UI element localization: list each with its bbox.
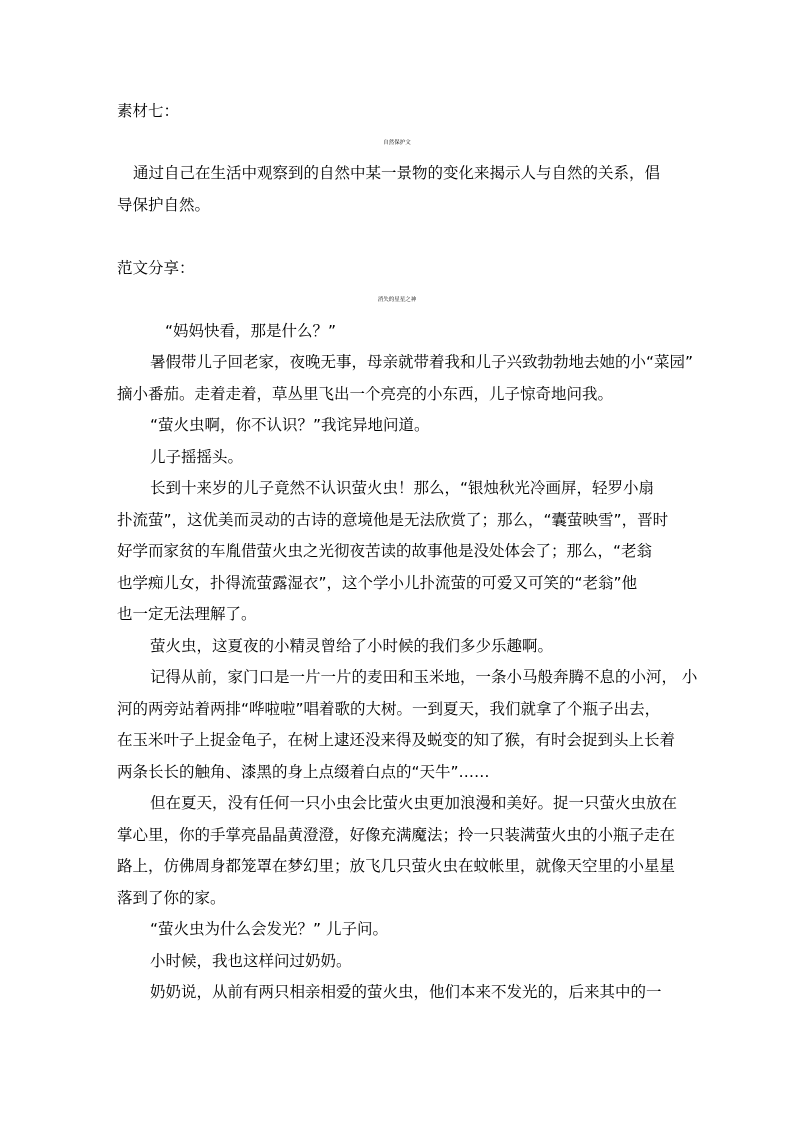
essay-line: 扑流萤”，这优美而灵动的古诗的意境他是无法欣赏了；那么，“囊萤映雪”，晋时 bbox=[117, 511, 669, 529]
essay-line: 落到了你的家。 bbox=[117, 889, 226, 907]
essay-line: 萤火虫，这夏夜的小精灵曾给了小时候的我们多少乐趣啊。 bbox=[150, 637, 554, 655]
material-title: 自然保护文 bbox=[383, 140, 411, 146]
essay-line: 儿子摇摇头。 bbox=[150, 448, 244, 466]
essay-line: 但在夏天，没有任何一只小虫会比萤火虫更加浪漫和美好。捉一只萤火虫放在 bbox=[150, 794, 678, 812]
essay-line: 摘小番茄。走着走着，草丛里飞出一个亮亮的小东西，儿子惊奇地问我。 bbox=[117, 385, 614, 403]
material-paragraph-line: 通过自己在生活中观察到的自然中某一景物的变化来揭示人与自然的关系，倡 bbox=[133, 164, 661, 182]
essay-line: 也一定无法理解了。 bbox=[117, 605, 257, 623]
essay-line: 奶奶说，从前有两只相亲相爱的萤火虫，他们本来不发光的，后来其中的一 bbox=[150, 983, 662, 1001]
essay-line: 记得从前，家门口是一片一片的麦田和玉米地，一条小马般奔腾不息的小河， 小 bbox=[150, 668, 698, 686]
essay-line: 长到十来岁的儿子竟然不认识萤火虫！那么，“银烛秋光冷画屏，轻罗小扇 bbox=[150, 479, 655, 497]
essay-line: 掌心里，你的手掌亮晶晶黄澄澄，好像充满魔法；拎一只装满萤火虫的小瓶子走在 bbox=[117, 826, 676, 844]
essay-line: 暑假带儿子回老家，夜晚无事，母亲就带着我和儿子兴致勃勃地去她的小“菜园” bbox=[150, 353, 694, 371]
essay-line: “萤火虫啊，你不认识？”我诧异地问道。 bbox=[150, 416, 430, 434]
essay-line: 在玉米叶子上捉金龟子，在树上逮还没来得及蜕变的知了猴，有时会捉到头上长着 bbox=[117, 731, 676, 749]
essay-line: 小时候，我也这样问过奶奶。 bbox=[150, 952, 352, 970]
essay-line: 也学痴儿女，扑得流萤露湿衣”，这个学小儿扑流萤的可爱又可笑的“老翁”他 bbox=[117, 574, 638, 592]
essay-line: “萤火虫为什么会发光？” 儿子问。 bbox=[150, 920, 388, 938]
essay-line: 好学而家贫的车胤借萤火虫之光彻夜苦读的故事他是没处体会了；那么，“老翁 bbox=[117, 542, 653, 560]
essay-line: 两条长长的触角、漆黑的身上点缀着白点的“天牛”…… bbox=[117, 763, 490, 781]
material-paragraph-line: 导保护自然。 bbox=[117, 196, 211, 214]
example-title: 消失的星星之神 bbox=[377, 297, 417, 303]
essay-line: 河的两旁站着两排“哗啦啦”唱着歌的大树。一到夏天，我们就拿了个瓶子出去， bbox=[117, 700, 661, 718]
essay-line: 路上，仿佛周身都笼罩在梦幻里；放飞几只萤火虫在蚊帐里，就像天空里的小星星 bbox=[117, 857, 676, 875]
essay-line: “妈妈快看，那是什么？” bbox=[165, 322, 337, 340]
material-label: 素材七： bbox=[117, 102, 180, 120]
example-label: 范文分享： bbox=[117, 259, 195, 277]
